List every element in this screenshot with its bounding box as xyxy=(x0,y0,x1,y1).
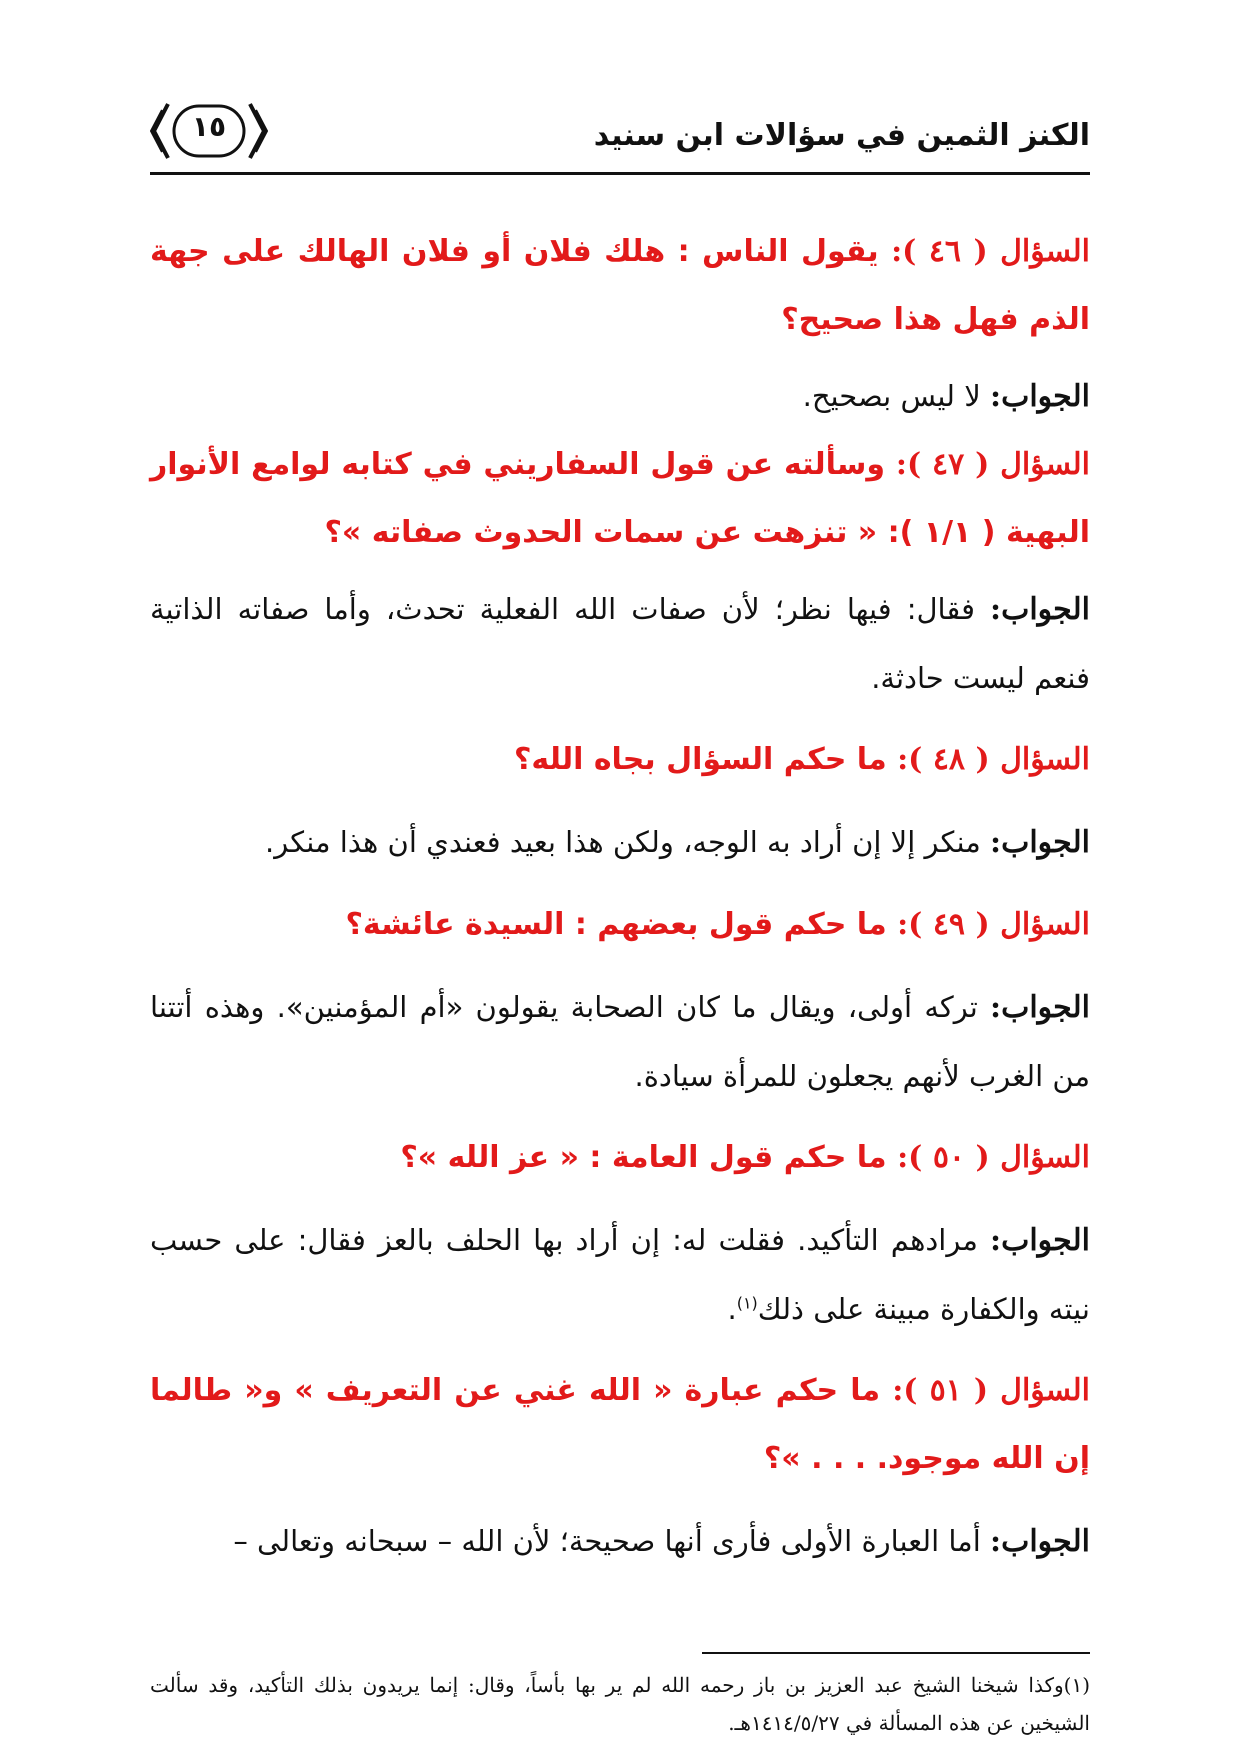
answer-text: مرادهم التأكيد. فقلت له: إن أراد بها الحلف بالعز فقال: على حسب نيته والكفارة مبينة على ذلك xyxy=(150,1223,1090,1326)
answer-text: منكر إلا إن أراد به الوجه، ولكن هذا بعيد فعندي أن هذا منكر. xyxy=(265,825,981,859)
question-51 xyxy=(150,1357,1090,1493)
answer-48 xyxy=(150,808,1090,877)
question-text: ما حكم السؤال بجاه الله؟ xyxy=(513,742,887,777)
question-50 xyxy=(150,1124,1090,1192)
answer-label: الجواب: xyxy=(990,379,1090,414)
footnote-separator xyxy=(702,1652,1090,1654)
question-label: السؤال ( ٤٨ ): xyxy=(897,742,1090,777)
question-label: السؤال ( ٥١ ): xyxy=(892,1373,1091,1408)
answer-label: الجواب: xyxy=(990,1223,1090,1258)
question-47 xyxy=(150,431,1090,567)
answer-50 xyxy=(150,1206,1090,1343)
footnote-reference[interactable]: (١) xyxy=(736,1293,758,1313)
answer-text: لا ليس بصحيح. xyxy=(802,379,981,413)
question-label: السؤال ( ٥٠ ): xyxy=(897,1140,1090,1175)
main-content xyxy=(150,218,1090,1576)
answer-text: أما العبارة الأولى فأرى أنها صحيحة؛ لأن الله – سبحانه وتعالى – xyxy=(233,1524,981,1558)
question-label: السؤال ( ٤٩ ): xyxy=(897,907,1090,942)
answer-label: الجواب: xyxy=(990,592,1091,627)
question-label: السؤال ( ٤٧ ): xyxy=(895,447,1090,482)
answer-label: الجواب: xyxy=(990,990,1091,1025)
question-text: يقول الناس : هلك فلان أو فلان الهالك على جهة الذم فهل هذا صحيح؟ xyxy=(150,234,1090,337)
answer-49 xyxy=(150,973,1090,1110)
answer-tail: . xyxy=(727,1292,737,1326)
answer-46 xyxy=(150,362,1090,431)
question-label: السؤال ( ٤٦ ): xyxy=(891,234,1090,269)
answer-47 xyxy=(150,575,1090,712)
answer-label: الجواب: xyxy=(990,1524,1090,1559)
question-49 xyxy=(150,891,1090,959)
question-text: ما حكم قول بعضهم : السيدة عائشة؟ xyxy=(345,907,887,942)
question-text: ما حكم قول العامة : « عز الله »؟ xyxy=(400,1140,887,1175)
header-rule xyxy=(150,172,1090,175)
answer-text: تركه أولى، ويقال ما كان الصحابة يقولون «أم المؤمنين». وهذه أتتنا من الغرب لأنهم يجعلون للمرأة سيادة. xyxy=(150,990,1090,1093)
answer-text: فقال: فيها نظر؛ لأن صفات الله الفعلية تحدث، وأما صفاته الذاتية فنعم ليست حادثة. xyxy=(150,592,1090,695)
running-title: الكنز الثمين في سؤالات ابن سنيد xyxy=(593,118,1090,153)
answer-label: الجواب: xyxy=(990,825,1090,860)
question-46 xyxy=(150,218,1090,354)
question-text: ما حكم عبارة « الله غني عن التعريف » و« طالما إن الله موجود. . . . »؟ xyxy=(150,1373,1090,1476)
page-header xyxy=(150,100,1090,180)
footnote: (١)وكذا شيخنا الشيخ عبد العزيز بن باز رحمه الله لم ير بها بأساً، وقال: إنما يريدون بذلك التأكيد، وقد سألت الشيخين عن هذه المسألة في ١٤١٤/٥/٢٧هـ. xyxy=(150,1673,1090,1735)
page-number: ١٥ xyxy=(191,110,227,143)
question-48 xyxy=(150,726,1090,794)
question-text: وسألته عن قول السفاريني في كتابه لوامع الأنوار البهية ( ١/١ ): « تنزهت عن سمات الحدوث صفاته »؟ xyxy=(150,447,1090,550)
answer-51 xyxy=(150,1507,1090,1576)
